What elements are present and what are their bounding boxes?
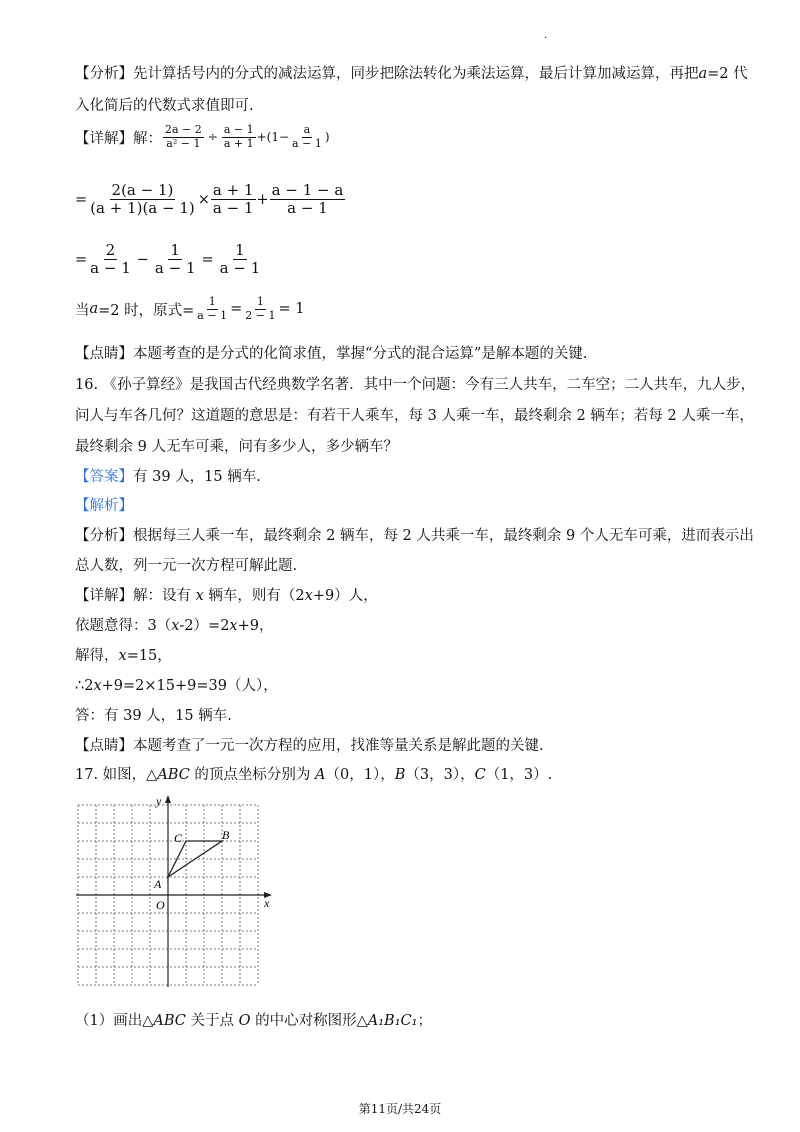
eval-mid: =2 时，原式= (98, 302, 195, 319)
sub1-text: 关于点 (185, 1013, 239, 1029)
expr1-frac1 (88, 182, 197, 218)
analysis-tag: 【分析】 (75, 66, 133, 82)
analysis-var: a (698, 66, 708, 82)
coordinate-grid-figure (76, 795, 281, 990)
q16-comment (75, 736, 544, 756)
frac-den: a − 1 (90, 259, 131, 278)
paren-close: ) (324, 130, 330, 145)
frac-num: 1 (256, 295, 264, 308)
detail-label: 解： (133, 130, 162, 147)
var-x: x (118, 648, 127, 664)
tri-name-2: A₁B₁C₁ (367, 1013, 418, 1029)
q15-detail-row (75, 124, 330, 150)
eq-sign: = (201, 251, 214, 268)
frac-den: a − 1 (292, 136, 322, 150)
eq-sign: = (75, 191, 88, 208)
triangle-abc (168, 841, 222, 877)
eq-sign: = (75, 251, 88, 268)
var-x: x (195, 588, 204, 604)
expr2-frac1 (88, 242, 133, 278)
q16-answer (75, 467, 261, 487)
therefore-text: +9=2×15+9=39（人）， (101, 678, 278, 694)
q17-statement (75, 765, 552, 785)
times-op: × (197, 191, 210, 208)
frac-num: a + 1 (212, 181, 254, 199)
coord-b: （3，3）， (405, 767, 475, 783)
analysis-text: 根据每三人乘一车，最终剩余 2 辆车，每 2 人共乘一车，最终剩余 9 个人无车可乘，进而表示出 (133, 528, 754, 544)
eq-text: -2）=2 (179, 618, 230, 634)
comment-tag: 【点睛】 (75, 346, 133, 362)
eq-sign: = (230, 301, 243, 318)
q15-analysis-line2: 入化简后的代数式求值即可. (75, 98, 254, 114)
eval-var: a (89, 301, 99, 318)
sub1-text: 的中心对称图形△ (250, 1013, 368, 1029)
detail-tag: 【详解】 (75, 588, 133, 604)
axis-y-label: y (156, 795, 162, 808)
eq-text: 依题意得：3（ (75, 618, 172, 634)
point-o: O (238, 1013, 251, 1029)
sub1-text: （1）画出△ (75, 1013, 154, 1029)
var-x: x (171, 618, 180, 634)
q16-line2: 问人与车各几何？这道题的意思是：有若干人乘车，每 3 人乘一车，最终剩余 2 辆车；若每 2 人乘一车， (75, 408, 754, 424)
tri-name: ABC (153, 1013, 186, 1029)
q17-sub1 (75, 1011, 432, 1031)
analysis-tag: 【分析】 (75, 528, 133, 544)
expr0-frac2 (222, 124, 256, 150)
point-a: A (315, 767, 326, 783)
frac-num: a − 1 (223, 123, 254, 136)
analysis-text: 先计算括号内的分式的减法运算，同步把除法转化为乘法运算，最后计算加减运算，再把 (133, 66, 699, 82)
vertex-c-label: C (174, 831, 183, 845)
sub1-text: ； (417, 1013, 432, 1029)
expr0-frac1 (163, 124, 204, 150)
coord-a: （0，1）， (325, 767, 395, 783)
expr1-frac3 (270, 182, 346, 218)
vertex-a-label: A (154, 877, 162, 891)
eval-prefix: 当 (75, 302, 90, 319)
jiexi-tag: 【解析】 (75, 498, 133, 514)
q15-eval (75, 296, 304, 322)
expr2-frac2 (153, 242, 198, 278)
q16-jiexi (75, 496, 133, 516)
frac-den: 2 − 1 (245, 308, 276, 322)
page-footer: 第11页/共24页 (358, 1102, 442, 1116)
frac-num: 1 (208, 295, 216, 308)
corner-mark: . (544, 30, 548, 41)
frac-num: 1 (170, 241, 180, 259)
frac-den: a + 1 (223, 136, 254, 150)
q17-text: 17. 如图，△ (75, 767, 158, 783)
eval-frac1 (195, 296, 229, 322)
vertex-b-label: B (222, 828, 230, 842)
expr2-frac3 (218, 242, 263, 278)
detail-tag: 【详解】 (75, 130, 133, 147)
q15-expr2 (75, 242, 263, 278)
y-axis-arrow-icon (165, 795, 171, 803)
tri-name: ABC (157, 767, 190, 783)
detail-text: +9）人， (312, 588, 378, 604)
answer-text: 有 39 人，15 辆车. (133, 469, 261, 485)
q16-line3: 最终剩余 9 人无车可乘，问有多少人，多少辆车？ (75, 439, 398, 455)
comment-text: 本题考查了一元一次方程的应用，找准等量关系是解此题的关键. (133, 738, 544, 754)
q16-detail (75, 586, 378, 606)
frac-den: a − 1 (219, 259, 261, 278)
q16-equation (75, 616, 273, 636)
therefore-text: ∴2 (75, 678, 94, 694)
coord-c: （1，3）. (485, 767, 553, 783)
frac-num: a − 1 − a (271, 181, 344, 199)
analysis-text-end: =2 代 (707, 66, 748, 82)
var-x: x (93, 678, 102, 694)
eval-frac2 (243, 296, 277, 322)
q17-text: 的顶点坐标分别为 (189, 767, 316, 783)
frac-num: 1 (235, 241, 245, 259)
q16-solve (75, 646, 172, 666)
frac-den: a − 1 (197, 308, 228, 322)
var-x: x (304, 588, 313, 604)
q15-comment (75, 344, 587, 364)
expr0-frac3 (290, 124, 324, 150)
point-c: C (474, 767, 486, 783)
frac-num: 2 (105, 241, 116, 259)
frac-num: 2(a − 1) (111, 181, 174, 199)
plus-op: + (256, 191, 269, 208)
var-x: x (229, 618, 238, 634)
axis-x-label: x (264, 896, 270, 910)
div-op: ÷ (207, 130, 218, 145)
frac-den: a − 1 (287, 199, 328, 218)
origin-label: O (156, 898, 165, 912)
frac-den: a − 1 (154, 259, 196, 278)
frac-den: a − 1 (212, 199, 254, 218)
frac-den: a² − 1 (166, 136, 201, 150)
minus-op: − (136, 251, 149, 268)
answer-tag: 【答案】 (75, 469, 133, 485)
comment-tag: 【点睛】 (75, 738, 133, 754)
comment-text: 本题考查的是分式的化简求值，掌握“分式的混合运算”是解本题的关键. (133, 346, 588, 362)
q16-line1: 16. 《孙子算经》是我国古代经典数学名著．其中一个问题：今有三人共车，二车空；二人共车，九人步， (75, 377, 756, 393)
eq-text: +9， (237, 618, 274, 634)
expr1-frac2 (211, 182, 256, 218)
detail-text: 辆车，则有（2 (203, 588, 305, 604)
frac-num: a (303, 123, 311, 136)
eval-result: = 1 (278, 301, 305, 318)
point-b: B (394, 767, 406, 783)
solve-text: 解得， (75, 648, 119, 664)
solve-text: =15， (126, 648, 172, 664)
detail-text: 解：设有 (133, 588, 196, 604)
q15-analysis (75, 64, 748, 84)
paren-open: +(1− (256, 130, 290, 145)
q16-analysis-line2: 总人数，列一元一次方程可解此题. (75, 558, 298, 574)
q16-therefore (75, 676, 278, 696)
q15-expr1 (75, 182, 346, 218)
q16-final: 答：有 39 人，15 辆车. (75, 708, 232, 724)
grid-svg (76, 795, 281, 990)
q16-analysis (75, 526, 754, 546)
frac-den: (a + 1)(a − 1) (90, 199, 195, 218)
frac-num: 2a − 2 (165, 123, 202, 136)
